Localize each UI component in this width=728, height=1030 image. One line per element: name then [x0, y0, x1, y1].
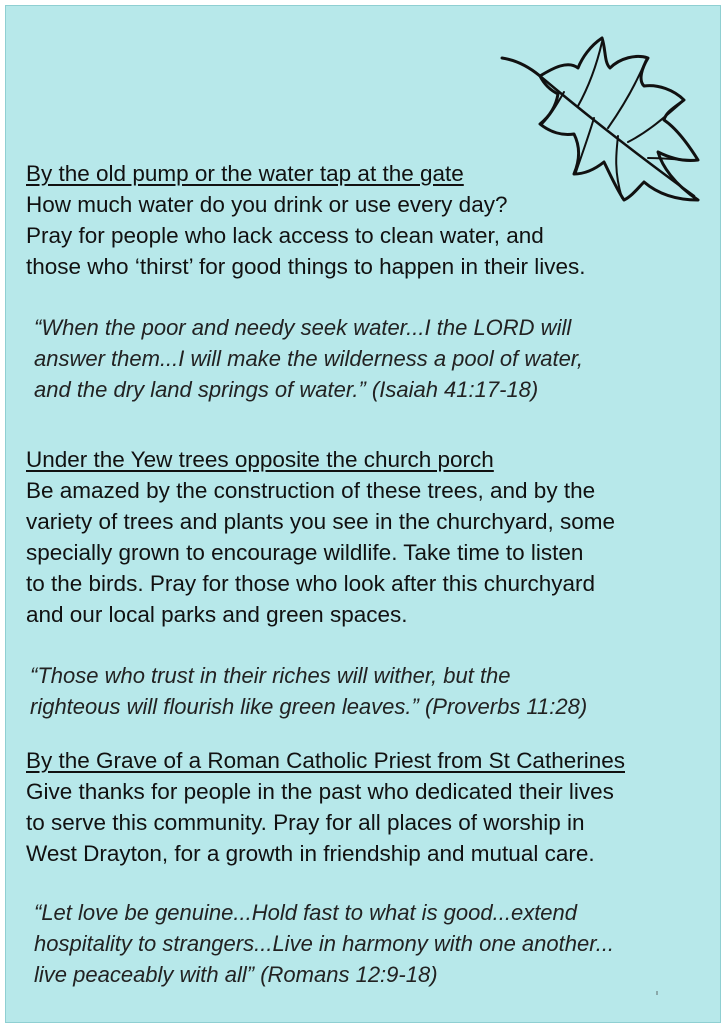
section-priest-grave	[26, 745, 706, 869]
body-line: specially grown to encourage wildlife. Take time to listen	[26, 540, 584, 565]
body-line: variety of trees and plants you see in the churchyard, some	[26, 509, 616, 534]
body-line: West Drayton, for a growth in friendship and mutual care.	[26, 841, 595, 866]
quote-line: righteous will flourish like green leaves.” (Proverbs 11:28)	[30, 694, 588, 719]
quote-line: live peaceably with all” (Romans 12:9-18)	[34, 962, 438, 987]
quote-proverbs	[30, 660, 710, 722]
body-line: to serve this community. Pray for all places of worship in	[26, 810, 585, 835]
section-water	[26, 158, 706, 282]
section-heading: By the old pump or the water tap at the gate	[26, 161, 464, 186]
body-line: and our local parks and green spaces.	[26, 602, 408, 627]
quote-line: and the dry land springs of water.” (Isaiah 41:17-18)	[34, 377, 539, 402]
quote-line: “When the poor and needy seek water...I the LORD will	[34, 315, 572, 340]
section-yew-trees	[26, 444, 706, 630]
body-line: to the birds. Pray for those who look after this churchyard	[26, 571, 596, 596]
section-heading: By the Grave of a Roman Catholic Priest from St Catherines	[26, 748, 625, 773]
quote-line: hospitality to strangers...Live in harmony with one another...	[34, 931, 615, 956]
body-line: Be amazed by the construction of these trees, and by the	[26, 478, 596, 503]
quote-line: answer them...I will make the wilderness a pool of water,	[34, 346, 584, 371]
body-line: Give thanks for people in the past who dedicated their lives	[26, 779, 614, 804]
quote-isaiah	[34, 312, 714, 405]
speck	[656, 991, 658, 995]
quote-line: “Let love be genuine...Hold fast to what is good...extend	[34, 900, 578, 925]
body-line: How much water do you drink or use every day?	[26, 192, 508, 217]
body-line: Pray for people who lack access to clean water, and	[26, 223, 544, 248]
quote-romans	[34, 897, 714, 990]
quote-line: “Those who trust in their riches will wither, but the	[30, 663, 511, 688]
body-line: those who ‘thirst’ for good things to happen in their lives.	[26, 254, 586, 279]
section-heading: Under the Yew trees opposite the church porch	[26, 447, 494, 472]
